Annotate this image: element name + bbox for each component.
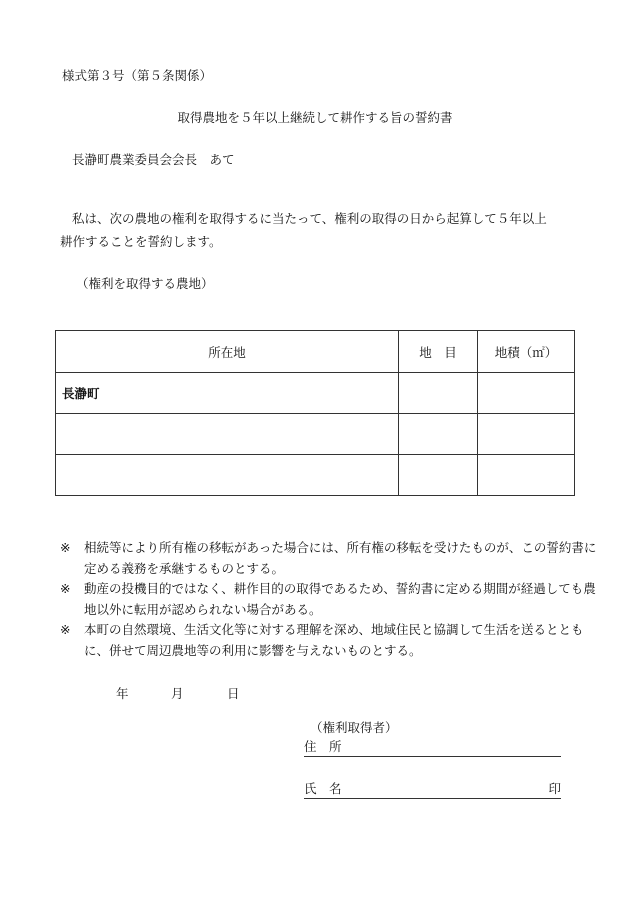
note-mark: ※ bbox=[60, 581, 71, 596]
cell-area[interactable] bbox=[478, 373, 575, 414]
note-mark: ※ bbox=[60, 540, 71, 555]
name-label: 氏 名 bbox=[304, 781, 342, 796]
acquirer-label: （権利取得者） bbox=[310, 720, 398, 735]
address-label: 住 所 bbox=[304, 739, 342, 754]
note-item bbox=[60, 579, 600, 620]
cell-location[interactable] bbox=[56, 455, 399, 496]
table-row bbox=[56, 373, 575, 414]
note-item bbox=[60, 538, 600, 579]
cell-area[interactable] bbox=[478, 455, 575, 496]
note-text: 相続等により所有権の移転があった場合には、所有権の移転を受けたものが、この誓約書に定める義務を承継するものとする。 bbox=[84, 540, 597, 576]
cell-land-category[interactable] bbox=[399, 455, 478, 496]
name-field[interactable] bbox=[304, 778, 561, 799]
header-location: 所在地 bbox=[56, 331, 399, 373]
header-land-category: 地 目 bbox=[399, 331, 478, 373]
addressee: 長瀞町農業委員会会長 あて bbox=[72, 152, 235, 167]
table-row bbox=[56, 455, 575, 496]
land-section-label: （権利を取得する農地） bbox=[76, 276, 214, 291]
notes-list bbox=[60, 538, 600, 661]
cell-land-category[interactable] bbox=[399, 414, 478, 455]
date-month-label: 月 bbox=[171, 686, 184, 701]
form-number: 様式第３号（第５条関係） bbox=[62, 68, 213, 83]
date-year-label: 年 bbox=[116, 686, 129, 701]
date-day-label: 日 bbox=[227, 686, 240, 701]
note-mark: ※ bbox=[60, 622, 71, 637]
note-text: 本町の自然環境、生活文化等に対する理解を深め、地域住民と協調して生活を送るとともに、併せて周辺農地等の利用に影響を与えないものとする。 bbox=[84, 622, 584, 658]
cell-area[interactable] bbox=[478, 414, 575, 455]
table-row bbox=[56, 414, 575, 455]
statement-line-1: 私は、次の農地の権利を取得するに当たって、権利の取得の日から起算して５年以上 bbox=[72, 211, 547, 226]
note-text: 動産の投機目的ではなく、耕作目的の取得であるため、誓約書に定める期間が経過しても農地以外に転用が認められない場合がある。 bbox=[84, 581, 596, 617]
document-title: 取得農地を５年以上継続して耕作する旨の誓約書 bbox=[177, 110, 453, 125]
cell-location[interactable]: 長瀞町 bbox=[56, 373, 399, 414]
statement-line-2: 耕作することを誓約します。 bbox=[60, 234, 222, 249]
note-item bbox=[60, 620, 600, 661]
table-header-row bbox=[56, 331, 575, 373]
seal-mark: 印 bbox=[548, 781, 561, 796]
cell-land-category[interactable] bbox=[399, 373, 478, 414]
cell-location[interactable] bbox=[56, 414, 399, 455]
address-field[interactable] bbox=[304, 736, 561, 757]
header-area: 地積（㎡） bbox=[478, 331, 575, 373]
land-table bbox=[55, 330, 575, 496]
